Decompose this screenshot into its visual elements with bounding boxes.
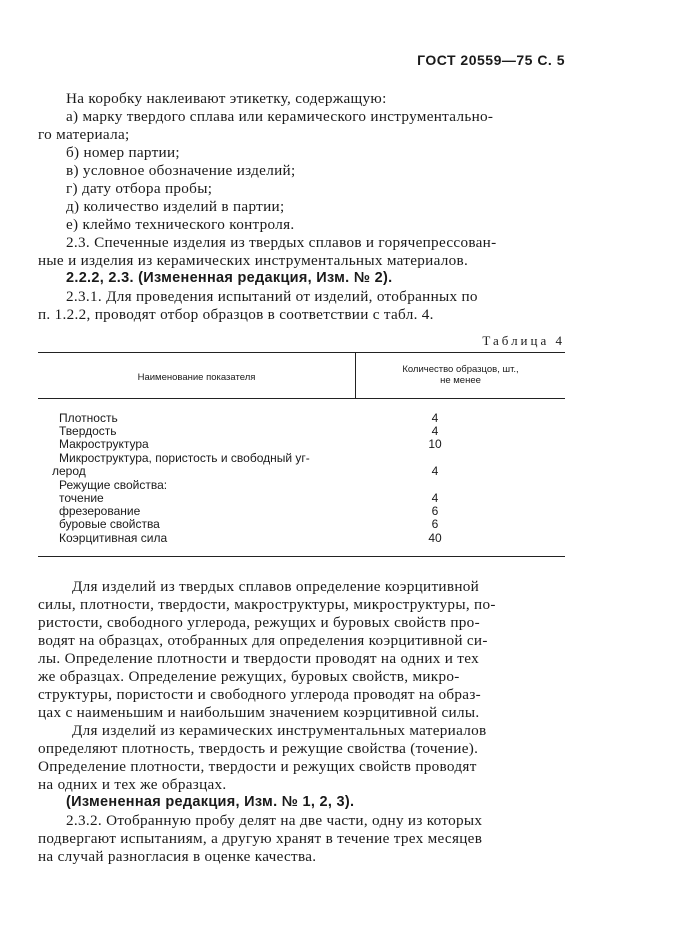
revision-note: 2.2.2, 2.3. (Измененная редакция, Изм. № 2). bbox=[66, 270, 393, 286]
table-row-name: Коэрцитивная сила bbox=[59, 531, 168, 545]
list-item: е) клеймо технического контроля. bbox=[66, 216, 295, 233]
table-row-value: 4 bbox=[431, 491, 439, 505]
table-row-name: фрезерование bbox=[59, 504, 141, 518]
body-paragraph-line: силы, плотности, твердости, макроструктуры, микроструктуры, по- bbox=[38, 596, 496, 613]
page-header: ГОСТ 20559—75 С. 5 bbox=[417, 52, 565, 68]
table-row-name: Макроструктура bbox=[59, 437, 149, 451]
body-paragraph-line: ристости, свободного углерода, режущих и буровых свойств про- bbox=[38, 614, 480, 631]
list-item: г) дату отбора пробы; bbox=[66, 180, 213, 197]
body-paragraph-line: Определение плотности, твердости и режущих свойств проводят bbox=[38, 758, 477, 775]
table-row-value: 4 bbox=[431, 464, 439, 478]
table-row-name: Твердость bbox=[59, 424, 117, 438]
table-caption: Таблица 4 bbox=[482, 333, 565, 348]
body-paragraph-line: же образцах. Определение режущих, буровых свойств, микро- bbox=[38, 668, 460, 685]
table-row-value: 4 bbox=[431, 411, 439, 425]
table-row-name: лерод bbox=[52, 464, 86, 478]
body-paragraph-line: структуры, пористости и свободного углерода проводят на образ- bbox=[38, 686, 481, 703]
list-item: б) номер партии; bbox=[66, 144, 180, 161]
table-row-value: 10 bbox=[428, 437, 442, 451]
table-bottom-rule bbox=[38, 556, 565, 557]
body-paragraph-line: на одних и тех же образцах. bbox=[38, 776, 227, 793]
paragraph-2-3-line: 2.3. Спеченные изделия из твердых сплавов и горячепрессован- bbox=[66, 234, 497, 251]
body-paragraph-line: цах с наименьшим и наибольшим значением коэрцитивной силы. bbox=[38, 704, 480, 721]
list-item: го материала; bbox=[38, 126, 130, 143]
paragraph-2-3-2-line: 2.3.2. Отобранную пробу делят на две части, одну из которых bbox=[66, 812, 483, 829]
table-header-rule bbox=[38, 398, 565, 399]
paragraph-2-3-line: ные и изделия из керамических инструментальных материалов. bbox=[38, 252, 469, 269]
table-row-name: точение bbox=[59, 491, 104, 505]
table-row-value: 4 bbox=[431, 424, 439, 438]
list-item: д) количество изделий в партии; bbox=[66, 198, 285, 215]
table-row-name: Микроструктура, пористость и свободный уг- bbox=[59, 451, 310, 465]
body-paragraph-line: водят на образцах, отобранных для определения коэрцитивной си- bbox=[38, 632, 488, 649]
table-row-name: Плотность bbox=[59, 411, 118, 425]
paragraph-2-3-2-line: на случай разногласия в оценке качества. bbox=[38, 848, 317, 865]
paragraph-2-3-1-line: п. 1.2.2, проводят отбор образцов в соответствии с табл. 4. bbox=[38, 306, 434, 323]
table-header-count bbox=[356, 364, 565, 386]
paragraph-2-3-1-line: 2.3.1. Для проведения испытаний от изделий, отобранных по bbox=[66, 288, 478, 305]
body-paragraph-line: Для изделий из твердых сплавов определение коэрцитивной bbox=[72, 578, 480, 595]
list-item: а) марку твердого сплава или керамического инструментально- bbox=[66, 108, 494, 125]
table-row-value: 6 bbox=[431, 517, 439, 531]
revision-note: (Измененная редакция, Изм. № 1, 2, 3). bbox=[66, 794, 355, 810]
paragraph-2-3-2-line: подвергают испытаниям, а другую хранят в течение трех месяцев bbox=[38, 830, 483, 847]
body-paragraph-line: определяют плотность, твердость и режущие свойства (точение). bbox=[38, 740, 479, 757]
list-item: в) условное обозначение изделий; bbox=[66, 162, 296, 179]
intro-text: На коробку наклеивают этикетку, содержащую: bbox=[66, 90, 387, 107]
table-row-value: 40 bbox=[428, 531, 442, 545]
table-header-count-line: не менее bbox=[440, 375, 481, 386]
table-row-name: Режущие свойства: bbox=[59, 478, 168, 492]
table-header-count-line: Количество образцов, шт., bbox=[402, 364, 519, 375]
body-paragraph-line: Для изделий из керамических инструментальных материалов bbox=[72, 722, 487, 739]
table-top-rule bbox=[38, 352, 565, 353]
table-row-value: 6 bbox=[431, 504, 439, 518]
table-row-name: буровые свойства bbox=[59, 517, 160, 531]
table-header-name: Наименование показателя bbox=[137, 372, 256, 383]
body-paragraph-line: лы. Определение плотности и твердости проводят на одних и тех bbox=[38, 650, 479, 667]
